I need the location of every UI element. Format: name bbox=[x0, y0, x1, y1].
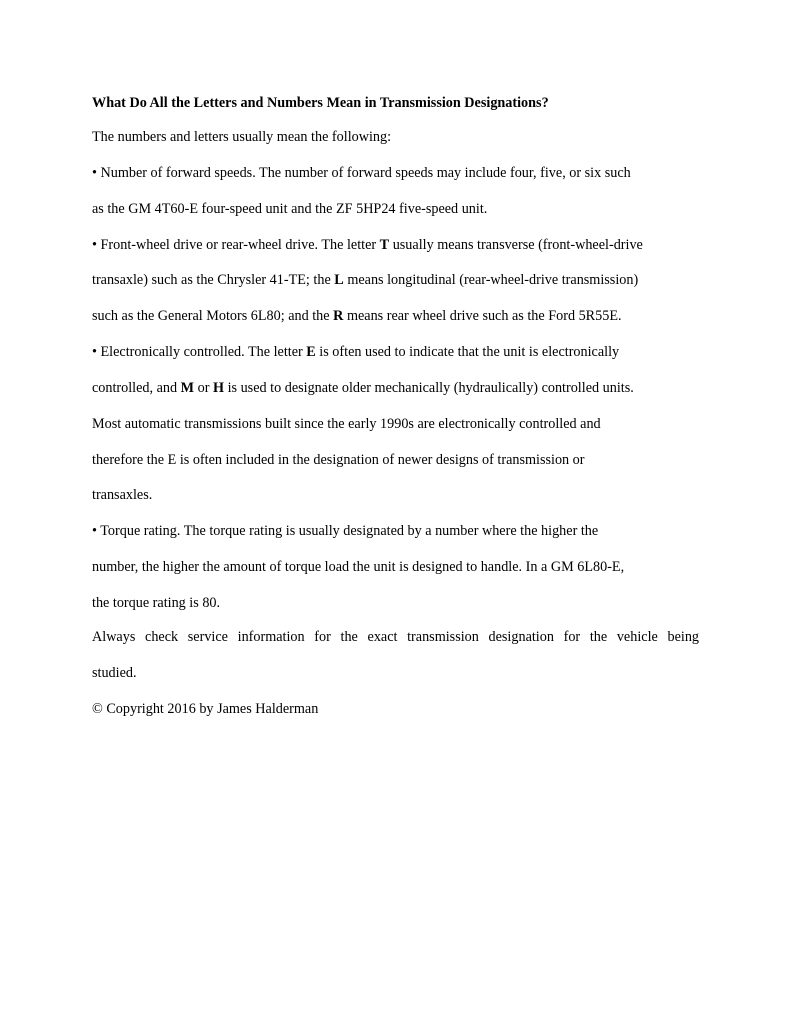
letter-l: L bbox=[334, 272, 344, 288]
bullet-drive-line-2 bbox=[92, 271, 638, 289]
document-title: What Do All the Letters and Numbers Mean in Transmission Designations? bbox=[92, 95, 549, 111]
bullet-electronic-line-4: therefore the E is often included in the designation of newer designs of transmission or bbox=[92, 452, 585, 468]
bullet-torque-line-1: • Torque rating. The torque rating is usually designated by a number where the higher the bbox=[92, 523, 599, 539]
bullet-electronic-line-5: transaxles. bbox=[92, 487, 153, 503]
text-run: is often used to indicate that the unit is electronically bbox=[315, 344, 620, 360]
letter-h: H bbox=[212, 380, 225, 396]
text-run: or bbox=[194, 380, 213, 396]
bullet-forward-speeds-line-1: • Number of forward speeds. The number of forward speeds may include four, five, or six such bbox=[92, 165, 631, 181]
letter-m: M bbox=[180, 380, 195, 396]
text-run: • Front-wheel drive or rear-wheel drive. The letter bbox=[92, 237, 380, 253]
intro-text: The numbers and letters usually mean the following: bbox=[92, 129, 392, 145]
text-run: transaxle) such as the Chrysler 41-TE; the bbox=[92, 272, 335, 288]
bullet-electronic-line-3: Most automatic transmissions built since the early 1990s are electronically controlled and bbox=[92, 416, 601, 432]
text-run: means longitudinal (rear-wheel-drive transmission) bbox=[343, 272, 639, 288]
letter-t: T bbox=[379, 237, 390, 253]
bullet-torque-line-3: the torque rating is 80. bbox=[92, 595, 221, 611]
closing-line-1: Always check service information for the exact transmission designation for the vehicle being bbox=[92, 629, 699, 645]
bullet-drive-line-3 bbox=[92, 307, 622, 325]
letter-e: E bbox=[306, 344, 316, 360]
text-run: such as the General Motors 6L80; and the bbox=[92, 308, 334, 324]
bullet-torque-line-2: number, the higher the amount of torque load the unit is designed to handle. In a GM 6L80-E, bbox=[92, 559, 625, 575]
text-run: usually means transverse (front-wheel-drive bbox=[389, 237, 643, 253]
bullet-electronic-line-1 bbox=[92, 343, 619, 361]
copyright-notice: © Copyright 2016 by James Halderman bbox=[92, 701, 319, 717]
text-run: controlled, and bbox=[92, 380, 181, 396]
bullet-forward-speeds-line-2: as the GM 4T60-E four-speed unit and the ZF 5HP24 five-speed unit. bbox=[92, 201, 488, 217]
text-run: • Electronically controlled. The letter bbox=[92, 344, 307, 360]
letter-r: R bbox=[333, 308, 344, 324]
text-run: means rear wheel drive such as the Ford 5R55E. bbox=[343, 308, 622, 324]
bullet-electronic-line-2 bbox=[92, 379, 634, 397]
text-run: is used to designate older mechanically (hydraulically) controlled units. bbox=[224, 380, 634, 396]
bullet-drive-line-1 bbox=[92, 236, 643, 254]
closing-line-2: studied. bbox=[92, 665, 137, 681]
